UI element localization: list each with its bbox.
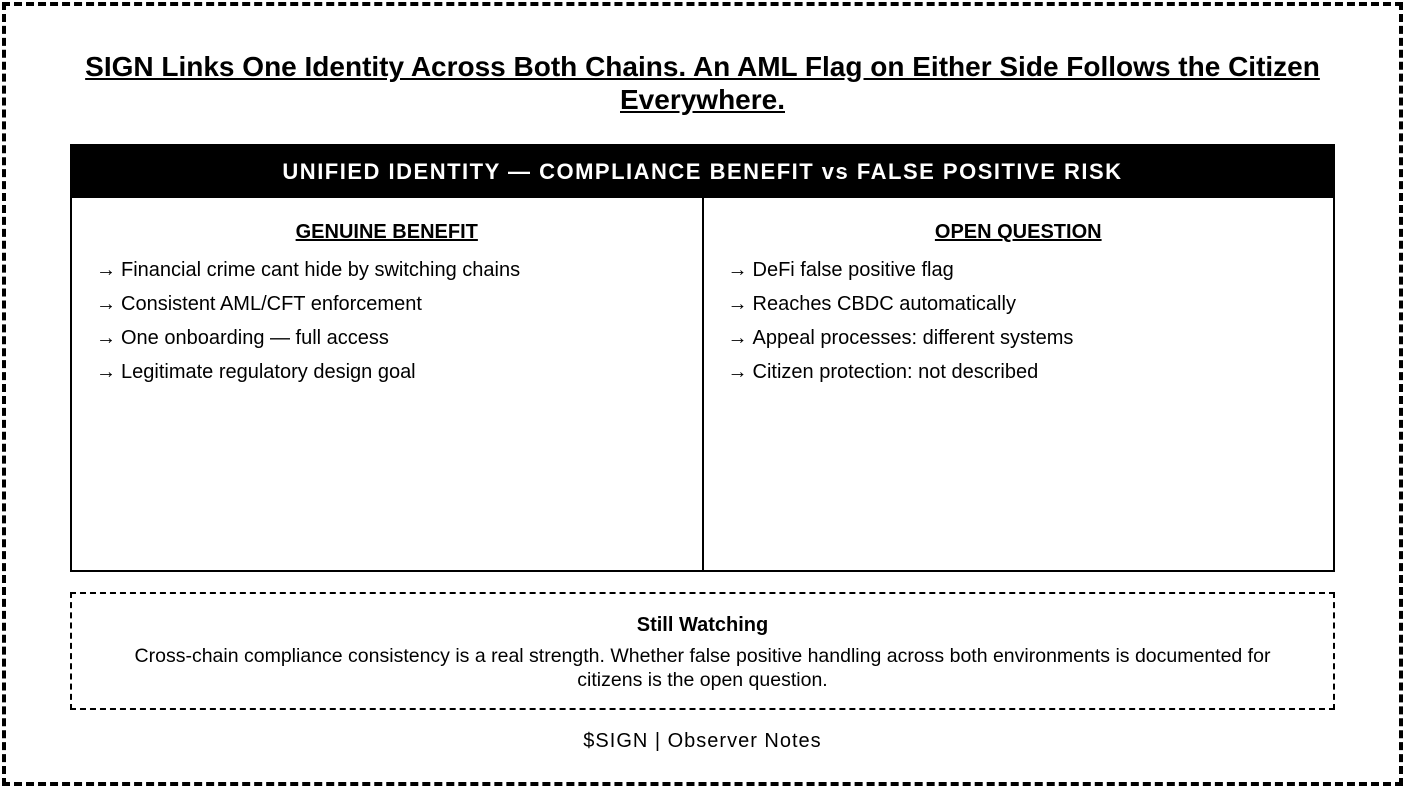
- arrow-icon: →: [727, 293, 748, 315]
- arrow-icon: →: [96, 327, 116, 349]
- arrow-icon: →: [96, 259, 116, 281]
- benefit-list: [96, 258, 678, 384]
- note-title: Still Watching: [636, 614, 769, 636]
- question-column-title: OPEN QUESTION: [934, 221, 1102, 243]
- question-list: [728, 258, 1310, 384]
- list-item-text: Citizen protection: not described: [752, 361, 1039, 383]
- list-item: [96, 360, 678, 384]
- arrow-icon: →: [96, 293, 116, 315]
- page-title: SIGN Links One Identity Across Both Chains. An AML Flag on Either Side Follows the Citizen Everywhere.: [85, 51, 1320, 115]
- list-item-text: One onboarding — full access: [121, 327, 389, 349]
- comparison-table: [70, 144, 1335, 572]
- list-item-text: Reaches CBDC automatically: [752, 293, 1016, 315]
- list-item-text: Appeal processes: different systems: [752, 327, 1074, 349]
- list-item: [728, 292, 1310, 316]
- table-columns: [72, 198, 1333, 570]
- list-item: [96, 258, 678, 282]
- arrow-icon: →: [727, 259, 748, 281]
- arrow-icon: →: [727, 327, 748, 349]
- list-item: [728, 258, 1310, 282]
- note-body: Cross-chain compliance consistency is a real strength. Whether false positive handling across both environments is documented for citizens is the open question.: [134, 645, 1271, 691]
- footer-caption: $SIGN | Observer Notes: [583, 730, 822, 752]
- list-item: [728, 360, 1310, 384]
- list-item-text: Financial crime cant hide by switching chains: [121, 259, 521, 281]
- list-item: [96, 326, 678, 350]
- arrow-icon: →: [96, 361, 116, 383]
- arrow-icon: →: [727, 361, 748, 383]
- benefit-column: [72, 198, 702, 570]
- benefit-column-title: GENUINE BENEFIT: [295, 221, 478, 243]
- list-item: [728, 326, 1310, 350]
- list-item-text: DeFi false positive flag: [752, 259, 954, 281]
- question-column: [702, 198, 1334, 570]
- list-item-text: Consistent AML/CFT enforcement: [121, 293, 422, 315]
- still-watching-note: [70, 592, 1335, 710]
- table-header: UNIFIED IDENTITY — COMPLIANCE BENEFIT vs FALSE POSITIVE RISK: [72, 146, 1333, 198]
- list-item: [96, 292, 678, 316]
- list-item-text: Legitimate regulatory design goal: [121, 361, 416, 383]
